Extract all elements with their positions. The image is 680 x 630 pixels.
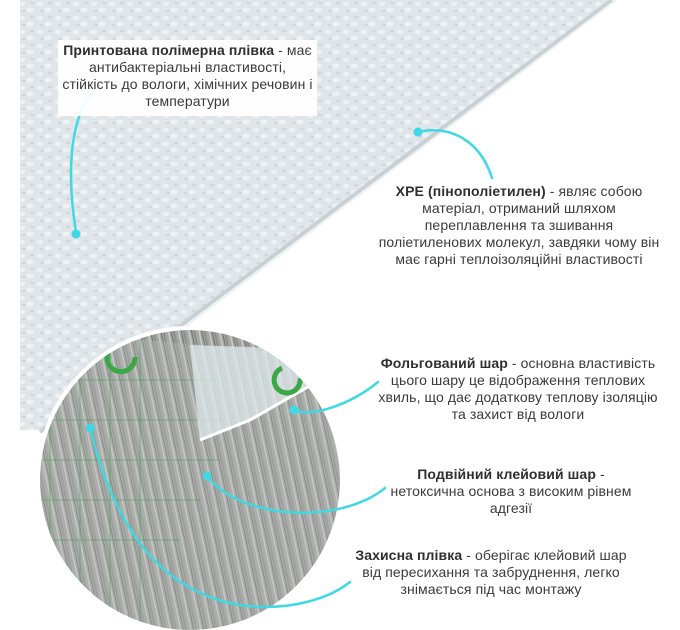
xpe-separator: - (545, 183, 559, 199)
xpe-title: XPE (пінополіетилен) (395, 183, 546, 199)
protective-separator: - (462, 547, 475, 563)
protective-title: Захисна плівка (355, 547, 463, 563)
foil-description: основна властивість цього шару це відображення теплових хвиль, що дає додаткову теплову ізоляцію та захист від вологи (378, 355, 658, 422)
film-separator: - (274, 42, 287, 58)
protective-label (350, 547, 632, 598)
film-label (58, 40, 317, 116)
xpe-label (378, 183, 660, 268)
xpe-description: являє собою матеріал, отриманий шляхом переплавлення та зшивання поліетиленових молекул, завдяки чому він має гарні теплоізоляційні властивості (378, 183, 660, 267)
glue-description: нетоксична основа з високим рівнем адгезії (390, 483, 632, 516)
foil-separator: - (507, 355, 521, 371)
film-title: Принтована полімерна плівка (63, 42, 275, 58)
glue-separator: - (595, 466, 605, 482)
film-description: має антибактеріальні властивості, стійкість до вологи, хімічних речовин і температури (62, 42, 313, 109)
glue-label (380, 466, 642, 517)
foil-label (378, 355, 658, 423)
protective-description: оберігає клейовий шар від пересихання та забруднення, легко знімається під час монтажу (362, 547, 627, 597)
glue-title: Подвійний клейовий шар (417, 466, 596, 482)
foil-title: Фольгований шар (380, 355, 508, 371)
